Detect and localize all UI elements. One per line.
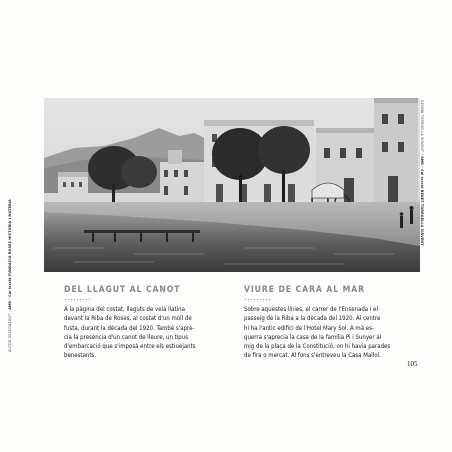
caption-left-heading: DEL LLAGUT AL CANOT (64, 285, 181, 295)
caption-right-body (244, 305, 412, 361)
page-number: 105 (407, 360, 418, 368)
credit-left-prefix: AUTOR DESCONEGUT (8, 313, 12, 352)
historic-photograph (44, 98, 420, 272)
caption-line: passeig de la Riba a la dècada del 1920. Al centre (244, 315, 381, 323)
credit-left-main: AMR - Col·lecció FUNDACIÓ ROSES HISTÒRIA I MATERIA (8, 199, 12, 310)
photo-credit-right: GEMMA TORROELLA SIRVENT · AMR - Col·lecció BENET TORROELLA SIRVENT (420, 100, 424, 246)
caption-line: benestants. (64, 352, 97, 360)
caption-line: davant la Riba de Roses, al costat d'un moll de (64, 315, 192, 323)
caption-line: de fira o mercat. Al fons s'entreveu la Casa Mallol. (244, 352, 381, 360)
photo-credit-left: AUTOR DESCONEGUT · AMR - Col·lecció FUNDACIÓ ROSES HISTÒRIA I MATERIA (8, 199, 12, 352)
caption-line: A la pàgina del costat, llaguts de vela llatina (64, 306, 185, 313)
heading-dots-divider (244, 298, 270, 301)
credit-right-prefix: GEMMA TORROELLA SIRVENT (420, 100, 424, 153)
credit-right-main: AMR - Col·lecció BENET TORROELLA SIRVENT (420, 156, 424, 246)
caption-right-heading: VIURE DE CARA AL MAR (244, 285, 365, 295)
caption-line: fusta, durant la dècada del 1920. També s'apre- (64, 324, 195, 332)
caption-left-body (64, 305, 232, 361)
photo-illustration (44, 98, 420, 272)
caption-left (64, 285, 232, 361)
caption-line: d'embarcació que s'imposà entre els estiuejants (64, 343, 196, 351)
heading-dots-divider (64, 298, 90, 301)
caption-line: cia la presència d'un canot de lleure, un tipus (64, 333, 189, 341)
caption-line: mig de la plaça de la Constitució, on hi havia parades (244, 343, 391, 351)
caption-line: querra s'aprecia la casa de la família Pi i Sunyer al (244, 333, 382, 341)
caption-line: hi ha l'antic edifici de l'Hotel Mary Sol. A mà es- (244, 324, 374, 332)
caption-line: Sobre aquestes línies, el carrer de l'Ensenada i el (244, 306, 378, 313)
caption-right (244, 285, 412, 361)
